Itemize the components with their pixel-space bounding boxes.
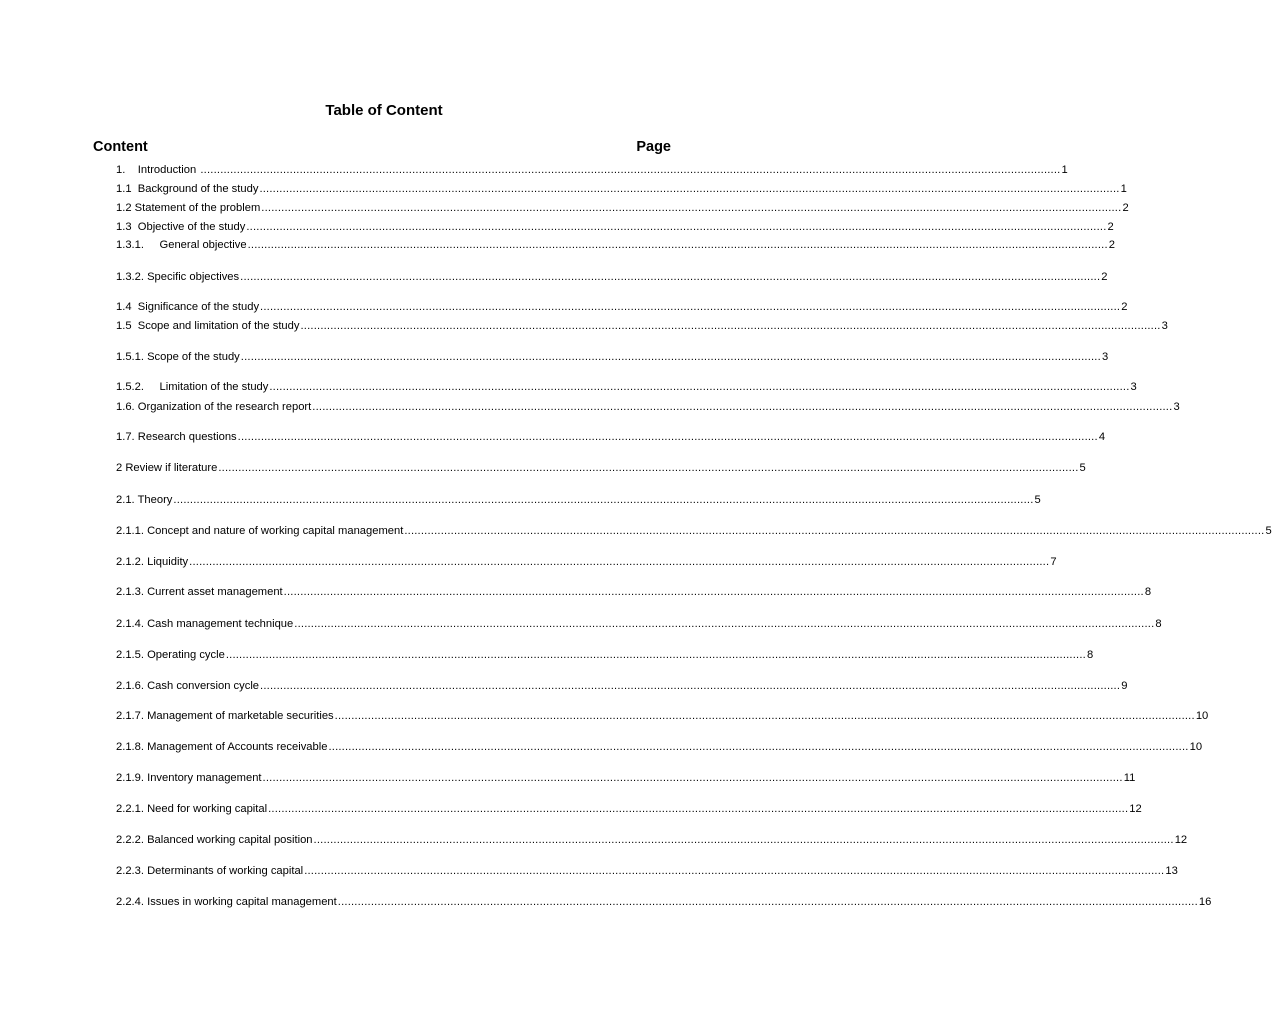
toc-entry-page: 8 xyxy=(1086,649,1094,661)
toc-entry-page: 12 xyxy=(1129,803,1142,815)
toc-entry-label: 2.1. Theory xyxy=(116,494,173,506)
toc-entry-label: 1.4 Significance of the study xyxy=(116,301,260,313)
toc-entry xyxy=(116,380,1137,394)
toc-entry-page: 3 xyxy=(1161,320,1168,332)
toc-entry-page: 2 xyxy=(1121,301,1128,313)
toc-entry-page: 8 xyxy=(1155,618,1162,630)
toc-entry-label: 2.2.2. Balanced working capital position xyxy=(116,834,313,846)
toc-entry xyxy=(116,182,1127,196)
toc-entry-label: 2.1.9. Inventory management xyxy=(116,772,262,784)
toc-dot-leader: .................................................................................................................................................................................................................................................................... xyxy=(247,239,1108,251)
toc-dot-leader: .................................................................................................................................................................................................................................................................... xyxy=(294,618,1155,630)
toc-entry xyxy=(116,864,1178,878)
toc-entry-label: 2.1.8. Management of Accounts receivable xyxy=(116,741,328,753)
toc-entry-page: 3 xyxy=(1130,381,1137,393)
toc-entry-page: 9 xyxy=(1121,680,1128,692)
toc-entry xyxy=(116,771,1136,785)
toc-entry xyxy=(116,524,1272,538)
toc-entry-page: 3 xyxy=(1101,351,1109,363)
toc-entry xyxy=(116,461,1086,475)
toc-dot-leader: .................................................................................................................................................................................................................................................................... xyxy=(262,772,1123,784)
toc-entry xyxy=(116,709,1209,723)
toc-dot-leader: .................................................................................................................................................................................................................................................................... xyxy=(312,401,1173,413)
toc-entry-label: 2.1.3. Current asset management xyxy=(116,586,283,598)
toc-entry-label: 1.6. Organization of the research report xyxy=(116,401,312,413)
toc-entry xyxy=(116,350,1109,364)
toc-entry-label: 2.1.4. Cash management technique xyxy=(116,618,294,630)
toc-entry-page: 7 xyxy=(1050,556,1057,568)
toc-entry-page: 5 xyxy=(1034,494,1041,506)
toc-entry-label: 2.2.4. Issues in working capital management xyxy=(116,896,337,908)
toc-entry-page: 16 xyxy=(1198,896,1212,908)
toc-entry xyxy=(116,201,1129,215)
toc-entry-page: 2 xyxy=(1101,271,1108,283)
toc-entry xyxy=(116,238,1115,252)
page-title: Table of Content xyxy=(325,102,443,119)
toc-entry-page: 13 xyxy=(1165,865,1178,877)
toc-entry-label: 2.1.6. Cash conversion cycle xyxy=(116,680,260,692)
toc-dot-leader: .................................................................................................................................................................................................................................................................... xyxy=(268,803,1129,815)
toc-entry-label: 1.2 Statement of the problem xyxy=(116,202,261,214)
toc-dot-leader: .................................................................................................................................................................................................................................................................... xyxy=(173,494,1034,506)
toc-entry-page: 10 xyxy=(1195,710,1209,722)
toc-entry-label: 1.7. Research questions xyxy=(116,431,237,443)
toc-dot-leader: .................................................................................................................................................................................................................................................................... xyxy=(304,865,1165,877)
toc-entry-label: 2.2.3. Determinants of working capital xyxy=(116,865,304,877)
toc-header xyxy=(93,139,671,157)
toc-dot-leader: .................................................................................................................................................................................................................................................................... xyxy=(225,649,1086,661)
toc-dot-leader: .................................................................................................................................................................................................................................................................... xyxy=(337,896,1198,908)
content-column-heading: Content xyxy=(93,139,148,155)
toc-entry xyxy=(116,220,1114,234)
toc-entry-page: 4 xyxy=(1098,431,1106,443)
toc-entry-label: 2.1.1. Concept and nature of working capital management xyxy=(116,525,404,537)
toc-entry-label: 1. Introduction xyxy=(116,164,200,176)
toc-entry-page: 5 xyxy=(1265,525,1272,537)
toc-entry xyxy=(116,270,1108,284)
toc-dot-leader: .................................................................................................................................................................................................................................................................... xyxy=(300,320,1161,332)
toc-entry xyxy=(116,895,1212,909)
toc-entry xyxy=(116,555,1057,569)
toc-entry-page: 1 xyxy=(1120,183,1127,195)
toc-dot-leader: .................................................................................................................................................................................................................................................................... xyxy=(240,351,1101,363)
toc-dot-leader: .................................................................................................................................................................................................................................................................... xyxy=(283,586,1144,598)
toc-entry xyxy=(116,679,1128,693)
toc-entry xyxy=(116,163,1068,177)
toc-entry xyxy=(116,400,1180,414)
toc-dot-leader: .................................................................................................................................................................................................................................................................... xyxy=(328,741,1189,753)
toc-dot-leader: .................................................................................................................................................................................................................................................................... xyxy=(218,462,1079,474)
toc-entry-label: 1.3 Objective of the study xyxy=(116,221,246,233)
toc-entry-label: 2.1.5. Operating cycle xyxy=(116,649,225,661)
toc-entry-label: 2.1.2. Liquidity xyxy=(116,556,189,568)
toc-entry-page: 2 xyxy=(1108,239,1115,251)
toc-dot-leader: .................................................................................................................................................................................................................................................................... xyxy=(260,680,1121,692)
toc-dot-leader: .................................................................................................................................................................................................................................................................... xyxy=(259,183,1120,195)
toc-entry-page: 3 xyxy=(1173,401,1180,413)
toc-entry-page: 11 xyxy=(1123,772,1136,784)
toc-dot-leader: .................................................................................................................................................................................................................................................................... xyxy=(189,556,1050,568)
toc-entry xyxy=(116,740,1203,754)
toc-entry xyxy=(116,617,1162,631)
toc-dot-leader: .................................................................................................................................................................................................................................................................... xyxy=(240,271,1101,283)
toc-entry-page: 5 xyxy=(1079,462,1086,474)
toc-entry-label: 1.3.1. General objective xyxy=(116,239,247,251)
toc-dot-leader: .................................................................................................................................................................................................................................................................... xyxy=(200,164,1061,176)
toc-entry xyxy=(116,493,1041,507)
toc-dot-leader: .................................................................................................................................................................................................................................................................... xyxy=(261,202,1122,214)
toc-entry-page: 12 xyxy=(1174,834,1188,846)
toc-entry xyxy=(116,585,1152,599)
toc-entry xyxy=(116,430,1106,444)
toc-entry xyxy=(116,648,1094,662)
toc-entry-page: 2 xyxy=(1107,221,1114,233)
toc-entry xyxy=(116,833,1188,847)
toc-dot-leader: .................................................................................................................................................................................................................................................................... xyxy=(313,834,1174,846)
toc-entry-page: 1 xyxy=(1061,164,1068,176)
toc-dot-leader: .................................................................................................................................................................................................................................................................... xyxy=(260,301,1121,313)
toc-entry xyxy=(116,802,1142,816)
toc-entry-label: 1.5.1. Scope of the study xyxy=(116,351,240,363)
toc-entry-page: 10 xyxy=(1189,741,1203,753)
toc-entry-page: 8 xyxy=(1144,586,1152,598)
toc-dot-leader: .................................................................................................................................................................................................................................................................... xyxy=(269,381,1130,393)
toc-entry-label: 1.5.2. Limitation of the study xyxy=(116,381,269,393)
toc-dot-leader: .................................................................................................................................................................................................................................................................... xyxy=(404,525,1265,537)
toc-dot-leader: .................................................................................................................................................................................................................................................................... xyxy=(246,221,1107,233)
toc-entry xyxy=(116,300,1128,314)
toc-entry-label: 2 Review if literature xyxy=(116,462,218,474)
toc-dot-leader: .................................................................................................................................................................................................................................................................... xyxy=(237,431,1098,443)
toc-entry-label: 1.1 Background of the study xyxy=(116,183,259,195)
toc-entry-page: 2 xyxy=(1122,202,1129,214)
toc-entry xyxy=(116,319,1168,333)
toc-entry-label: 1.3.2. Specific objectives xyxy=(116,271,240,283)
toc-entry-label: 1.5 Scope and limitation of the study xyxy=(116,320,300,332)
toc-entry-label: 2.1.7. Management of marketable securities xyxy=(116,710,334,722)
toc-dot-leader: .................................................................................................................................................................................................................................................................... xyxy=(334,710,1195,722)
toc-entry-label: 2.2.1. Need for working capital xyxy=(116,803,268,815)
page-column-heading: Page xyxy=(636,139,671,155)
